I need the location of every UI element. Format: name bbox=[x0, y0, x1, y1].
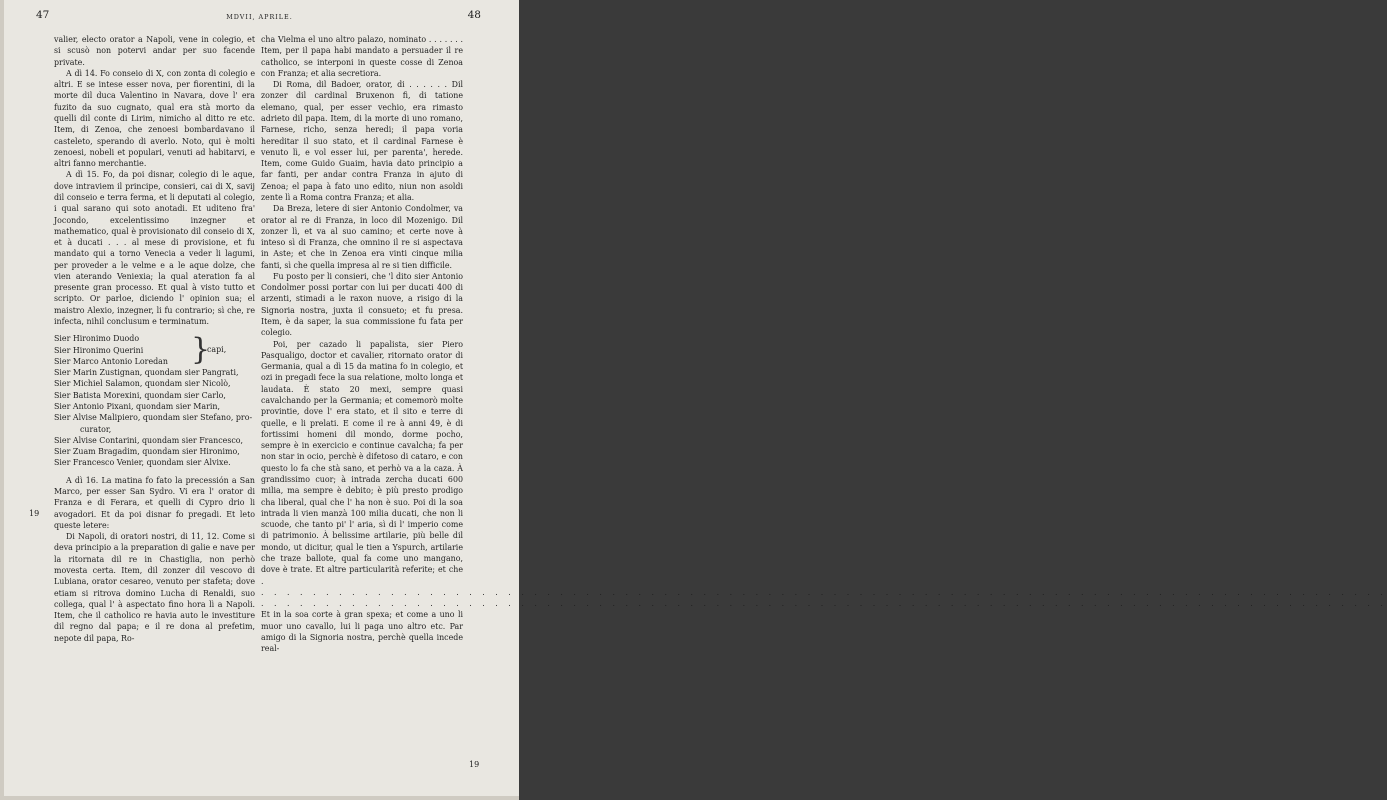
attendee: Sier Marco Antonio Loredan bbox=[54, 356, 168, 366]
paragraph: A dì 15. Fo, da poi disnar, colegio di le aque, dove intraviem il principe, consieri, cai di X, savij dil conseio e terra ferma, et li deputati al colegio, i qual sarano qui soto anotadi. Et uditeno fra' Jocondo, excelentissimo inzegner et mathematico, qual è provisionato dil conseio di X, et à ducati . . . al mese di provisione, et fu mandato qui a torno Venecia a veder li lagumi, per proveder a le velme e a le aque dolze, che vien aterando Veniexia; la qual ateration fa al presente gran processo. Et qual à visto tutto et scripto. Or parloe, diciendo l' opinion sua; el maistro Alexio, inzegner, li fu contrario; sì che, re infecta, nihil conclusum e terminatum. bbox=[54, 170, 255, 327]
attendee: Sier Francesco Venier, quondam sier Alvixe. bbox=[54, 458, 231, 468]
paragraph: A dì 16. La matina fo fato la precessión a San Marco, per esser San Sydro. Vi era l' orator di Franza e di Ferara, et quelli di Cypro drio li avogadori. Et da poi disnar fo pregadi. Et leto queste letere: bbox=[54, 475, 255, 530]
attendee: Sier Alvise Contarini, quondam sier Francesco, bbox=[54, 435, 244, 445]
left-column bbox=[54, 34, 255, 644]
attendee-continuation: curator, bbox=[80, 424, 112, 434]
paragraph: Di Roma, dil Badoer, orator, di . . . . . . Dil zonzer dil cardinal Bruxenon fi, di tatione elemano, qual, per esser vechio, era rimasto adrieto dil papa. Item, di la morte di uno romano, Farnese, richo, senza heredi; il papa voria hereditar il suo stato, et il cardinal Farnese è venuto lì, e vol esser lui, per parenta', herede. Item, come Guido Guaim, havia dato principio a far fanti, per andar contra Franza in ajuto di Zenoa; el papa à fato uno edito, niun non asoldi zente lì a Roma contra Franza; et alia. bbox=[261, 80, 463, 202]
paragraph: A dì 14. Fo conseio di X, con zonta di colegio e altri. E se intese esser nova, per fiorentini, di la morte dil duca Valentino in Navara, dove l' era fuzito da suo cugnato, qual era stà morto da quelli dil conte di Lirim, nimicho al ditto re etc. Item, di Zenoa, che zenoesi bombardavano il casteleto, sperando di averlo. Noto, qui è molti zenoesi, nobeli et populari, venuti ad habitarvi, e altri fanno merchantie. bbox=[54, 68, 255, 169]
attendee: Sier Hironimo Duodo bbox=[54, 334, 140, 344]
running-title: MDVII, APRILE. bbox=[226, 13, 293, 21]
margin-number-left: 19 bbox=[29, 509, 40, 518]
omission-dots: . . . . . . . . . . . . . . . . . . . . . . . . . . . . . . . . . . . . . . . . . . . . . . . . . . . . . . . . . . . . . . . . . . . . . . . . . . . . . . . . . . . . . . . bbox=[261, 587, 1387, 597]
page-edge-bottom bbox=[0, 796, 519, 800]
paragraph: Di Napoli, di oratori nostri, di 11, 12. Come si deva principio a la preparation di galie e nave per la ritornata dil re in Chastiglia, non perhò movesta certa. Item, dil zonzer dil vescovo di Lubiana, orator cesareo, venuto per stafeta; dove etiam si ritrova domino Lucha di Renaldi, suo collega, qual l' à aspectato fino hora lì a Napoli. Item, che il catholico re havia auto le investiture dil regno dal papa; e il re dona al prefetim, nepote dil papa, Ro- bbox=[54, 532, 255, 643]
page-number-left: 47 bbox=[36, 9, 50, 21]
page-number-right: 48 bbox=[467, 9, 481, 21]
page-edge-left bbox=[0, 0, 4, 800]
capi-group bbox=[54, 333, 255, 367]
capi-label: capi, bbox=[207, 345, 227, 355]
omission-dots: . . . . . . . . . . . . . . . . . . . . . . . . . . . . . . . . . . . . . . . . . . . . . . . . . . . . . . . . . . . . . . . . . . . . . . . . . . . . . . . . . . . . . . . bbox=[261, 599, 1387, 609]
attendee: Sier Zuam Bragadim, quondam sier Hironimo, bbox=[54, 447, 240, 457]
margin-number-right: 19 bbox=[469, 760, 480, 769]
curly-brace: } bbox=[191, 332, 211, 368]
paragraph: cha Vielma el uno altro palazo, nominato . . . . . . . Item, per il papa habi mandato a persuader il re catholico, se interponi in queste cosse di Zenoa con Franza; et alia secretiora. bbox=[261, 35, 463, 78]
attendee: Sier Hironimo Querini bbox=[54, 345, 144, 355]
attendee: Sier Marin Zustignan, quondam sier Pangrati, bbox=[54, 368, 239, 378]
attendee: Sier Alvise Malipiero, quondam sier Stefano, pro- bbox=[54, 413, 253, 423]
attendee: Sier Michiel Salamon, quondam sier Nicolò, bbox=[54, 379, 231, 389]
attendee: Sier Antonio Pixani, quondam sier Marin, bbox=[54, 402, 220, 411]
paragraph: Et in la soa corte à gran spexa; et come a uno li muor uno cavallo, lui li paga uno altro etc. Par amigo di la Signoria nostra, perchè quella incede real- bbox=[261, 610, 463, 654]
paragraph: valier, electo orator a Napoli, vene in colegio, et si scusò non potervi andar per suo facende private. bbox=[54, 35, 255, 67]
attendees-list bbox=[54, 333, 255, 468]
paragraph: Da Breza, letere di sier Antonio Condolmer, va orator al re di Franza, in loco dil Mozenigo. Dil zonzer lì, et va al suo camino; et certe nove à inteso sì di Franza, che omnino il re si aspectava in Aste; et che in Zenoa era vinti cinque milia fanti, sì che quella impresa al re si tien difficile. bbox=[261, 204, 463, 270]
right-column bbox=[261, 34, 1387, 654]
attendee: Sier Batista Morexini, quondam sier Carlo, bbox=[54, 390, 226, 400]
paragraph: Fu posto per li consieri, che 'l dito sier Antonio Condolmer possi portar con lui per ducati 400 di arzenti, stimadi a le raxon nuove, a risigo di la Signoria nostra, juxta il consueto; et fu presa. Item, è da saper, la sua commissione fu fata per colegio. bbox=[261, 271, 463, 338]
paragraph: Poi, per cazado li papalista, sier Piero Pasqualigo, doctor et cavalier, ritornato orator di Germania, qual a dì 15 da matina fo in colegio, et ozi in pregadi fece la sua relatione, molto longa et laudata. È stato 20 mexi, sempre quasi cavalchando per la Germania; et comemorò molte provintie, dove l' era stato, et il sito e terre di quelle, e li prelati. E come il re à anni 49, è di fortissimi homeni dil mondo, dorme pocho, sempre è in exercicio e continue cavalcha; fa per non star in ocio, perchè è difetoso di cataro, e con questo lo fa che stà sano, et perhò va a la caza. À grandissimo cuor; à intrada zercha ducati 600 milia, ma sempre è debito; è più presto prodigo cha liberal, qual che l' ha non è suo. Poi di la soa intrada li vien manzà 100 milia ducati, che non li scuode, che tanto pi' l' aria, sì di l' imperio come di patrimonio. À belissime artilarie, più belle dil mondo, ut dicitur, qual le tien a Yspurch, artilarie che traze ballote, qual fa come uno mangano, dove è trate. Et altre particularità referite; et che . bbox=[261, 339, 463, 586]
